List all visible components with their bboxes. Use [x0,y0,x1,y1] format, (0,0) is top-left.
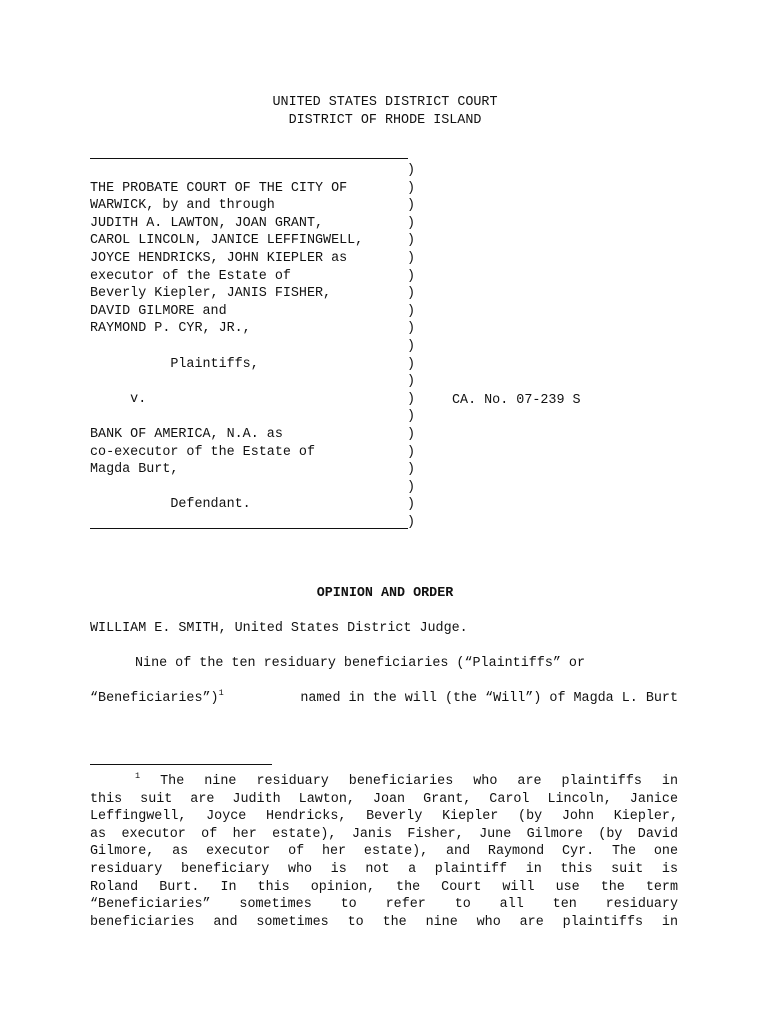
caption-line: BANK OF AMERICA, N.A. as [90,426,283,442]
caption-paren: ) [407,233,416,249]
caption-line [90,479,408,497]
caption-paren: ) [407,374,416,390]
footnote-line: this suit are Judith Lawton, Joan Grant, Carol Lincoln, Janice [90,791,678,807]
caption-paren: ) [407,250,416,266]
caption-line: executor of the Estate of [90,268,291,284]
body-text: named in the will (the “Will”) of Magda L. Burt [300,691,678,706]
caption-paren: ) [407,286,416,302]
opinion-heading: OPINION AND ORDER [316,586,454,601]
caption-paren: ) [407,409,416,425]
caption-paren: ) [407,198,416,214]
caption-paren: ) [407,426,416,442]
footnote-line: residuary beneficiary who is not a plaintiff in this suit is [90,861,678,877]
caption-paren: ) [407,321,416,337]
body-paragraph-line-2 [90,690,678,708]
caption-paren: ) [407,444,416,460]
footnote-line: “Beneficiaries” sometimes to refer to all ten residuary [90,897,678,913]
footnote-reference: 1 [218,688,224,698]
caption-line [90,338,408,356]
caption-paren: ) [407,497,416,513]
body-text-segment [90,690,224,708]
versus-label: v. [90,391,147,407]
footnote-line: as executor of her estate), Janis Fisher, June Gilmore (by David [90,826,678,842]
caption-paren: ) [407,303,416,319]
body-text: Nine of the ten residuary beneficiaries (“Plaintiffs” or [135,656,585,671]
caption-paren: ) [407,180,416,196]
caption-line: JUDITH A. LAWTON, JOAN GRANT, [90,215,324,231]
caption-paren: ) [407,338,416,354]
court-district: DISTRICT OF RHODE ISLAND [288,112,482,128]
caption-paren: ) [407,391,416,407]
caption-line [90,162,408,180]
footnote-line: Leffingwell, Joyce Hendricks, Beverly Kiepler (by John Kiepler, [90,809,678,825]
footnote-text: The nine residuary beneficiaries who are plaintiffs in [160,774,678,789]
footnote-line: Roland Burt. In this opinion, the Court will use the term [90,879,678,895]
caption-line [90,408,408,426]
footnote-line: Gilmore, as executor of her estate), and Raymond Cyr. The one [90,844,678,860]
caption-line [90,373,408,391]
caption-line: JOYCE HENDRICKS, JOHN KIEPLER as [90,250,348,266]
body-paragraph-line-1 [90,655,678,673]
caption-line: DAVID GILMORE and [90,303,227,319]
footnote-line [90,773,678,791]
footnote [90,773,678,931]
caption-parties [90,162,408,531]
caption-line: CAROL LINCOLN, JANICE LEFFINGWELL, [90,233,364,249]
caption-paren: ) [407,268,416,284]
case-number: CA. No. 07-239 S [452,393,581,408]
judge-line: WILLIAM E. SMITH, United States District Judge. [90,621,468,636]
caption-paren-column [407,162,427,531]
defendant-label: Defendant. [90,497,251,513]
caption-line: co-executor of the Estate of [90,444,315,460]
caption-line: RAYMOND P. CYR, JR., [90,321,251,337]
court-name: UNITED STATES DISTRICT COURT [272,95,498,110]
footnote-line: beneficiaries and sometimes to the nine who are plaintiffs in [90,914,678,930]
caption-paren: ) [407,356,416,372]
caption-line: THE PROBATE COURT OF THE CITY OF [90,180,348,196]
court-header [0,94,770,129]
caption-paren: ) [407,462,416,478]
caption-paren: ) [407,514,416,530]
caption-paren: ) [407,479,416,495]
caption-line: WARWICK, by and through [90,198,275,214]
footnote-rule [90,764,272,765]
footnote-marker: 1 [135,771,141,781]
caption-paren: ) [407,163,416,178]
caption-line: Magda Burt, [90,462,179,478]
caption-paren: ) [407,215,416,231]
caption-line: Beverly Kiepler, JANIS FISHER, [90,286,332,302]
body-text: “Beneficiaries”) [90,691,219,706]
caption-bottom-rule [90,528,408,529]
caption-top-rule [90,158,408,159]
plaintiffs-label: Plaintiffs, [90,356,259,372]
